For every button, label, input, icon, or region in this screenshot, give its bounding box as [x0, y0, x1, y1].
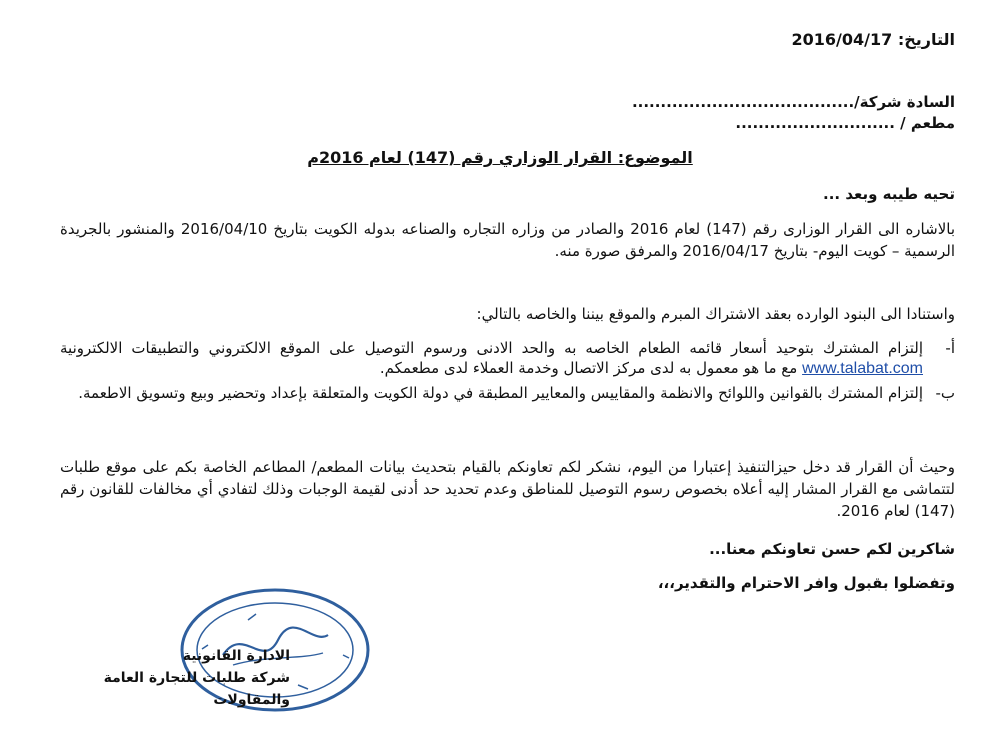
closing-thanks: شاكرين لكم حسن تعاونكم معنا...	[709, 540, 955, 558]
signature-block	[70, 645, 290, 711]
paragraph-reference: بالاشاره الى القرار الوزارى رقم (147) لعام 2016 والصادر من وزاره التجاره والصناعه بدوله الكويت بتاريخ 2016/04/10 والمنشور بالجريدة الرسمية – كويت اليوم- بتاريخ 2016/04/17 والمرفق صورة منه.	[60, 220, 955, 260]
list-item-text-before: إلتزام المشترك بتوحيد أسعار قائمه الطعام الخاصه به والحد الادنى ورسوم التوصيل على الموقع الالكتروني والتطبيقات الالكترونية	[60, 339, 923, 357]
list-marker: أ-	[945, 339, 955, 357]
list-item	[60, 383, 955, 403]
talabat-link[interactable]: www.talabat.com	[802, 360, 923, 377]
list-item-text-after: مع ما هو معمول به لدى مركز الاتصال وخدمة العملاء لدى مطعمكم.	[379, 359, 798, 377]
signature-company: شركة طلبات للتجارة العامة والمقاولات	[103, 670, 290, 708]
paragraph-basis: واستنادا الى البنود الوارده بعقد الاشتراك المبرم والموقع بيننا والخاصه بالتالي:	[476, 305, 955, 323]
list-item-text	[60, 338, 923, 379]
obligations-list	[60, 338, 955, 407]
letter-subject: الموضوع: القرار الوزاري رقم (147) لعام 2016م	[307, 148, 693, 167]
greeting: تحيه طيبه وبعد ...	[823, 185, 955, 203]
recipient-restaurant: مطعم / ............................	[735, 114, 955, 132]
list-marker: ب-	[935, 384, 955, 402]
paragraph-request: وحيث أن القرار قد دخل حيزالتنفيذ إعتبارا من اليوم، نشكر لكم تعاونكم بالقيام بتحديث بيانات المطعم/ المطاعم الخاصة بكم على موقع طلبات لتتماشى مع القرار المشار إليه أعلاه بخصوص رسوم التوصيل للمناطق وعدم تحديد حد أدنى لقيمة الوجبات وذلك لتفادي أي مخالفات للقانون رقم (147) لعام 2016.	[60, 458, 955, 520]
recipient-company: السادة شركة/.......................................	[631, 93, 955, 111]
list-item	[60, 338, 955, 379]
signature-department: الادارة القانونية	[182, 648, 290, 664]
list-item-text: إلتزام المشترك بالقوانين واللوائح والانظمة والمقاييس والمعايير المطبقة في دولة الكويت والمتعلقة بإعداد وتحضير وبيع وتسويق الاطعمة.	[78, 384, 923, 402]
letter-date: التاريخ: 2016/04/17	[791, 30, 955, 49]
closing-regards: وتفضلوا بقبول وافر الاحترام والتقدير،،،	[657, 574, 955, 592]
